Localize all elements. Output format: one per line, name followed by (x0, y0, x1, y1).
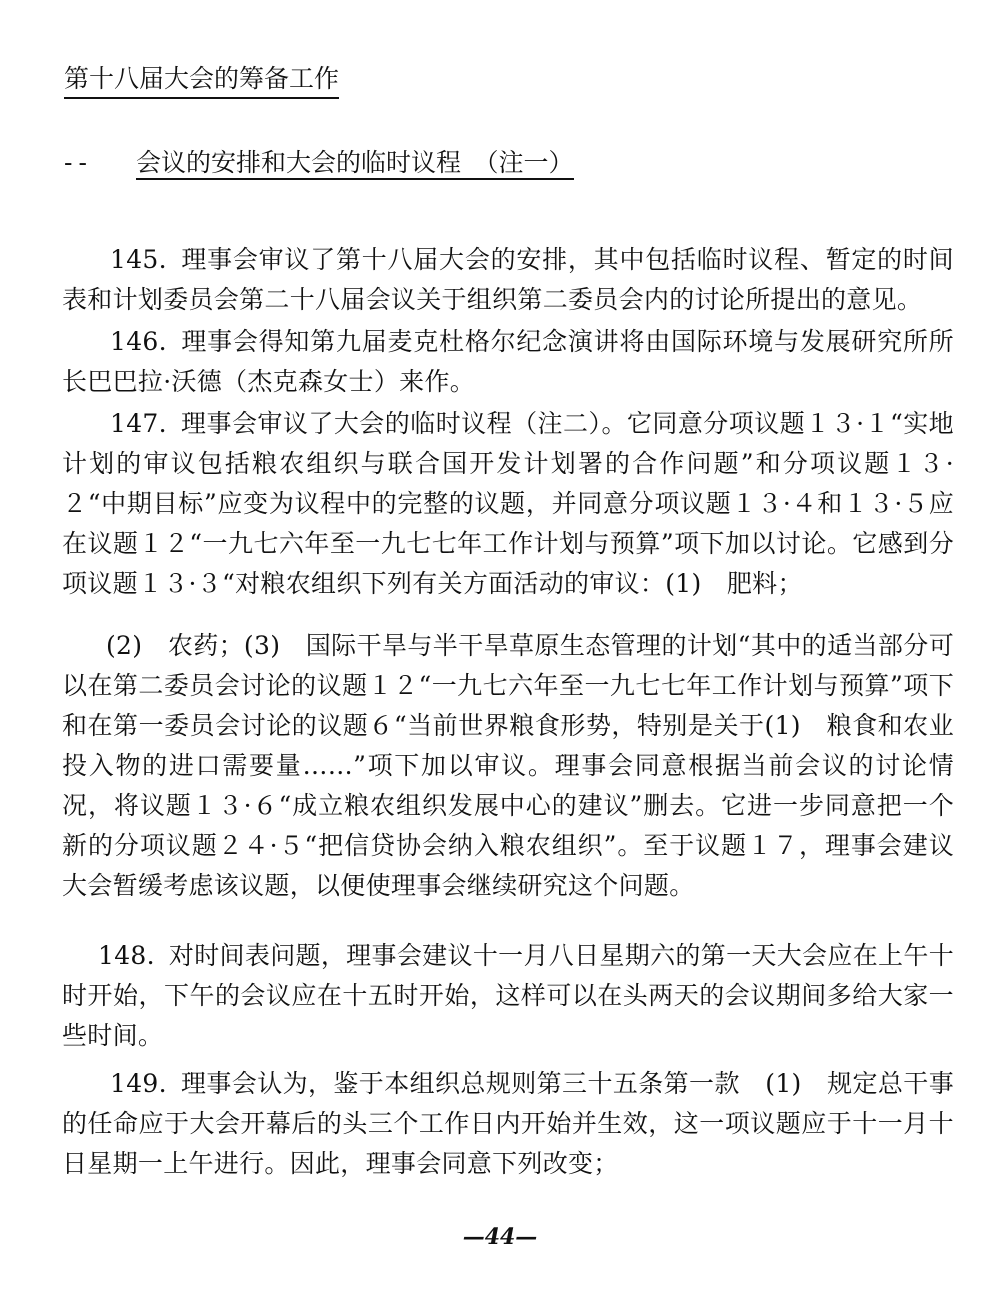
paragraph-text: 理事会审议了第十八届大会的安排，其中包括临时议程、暂定的时间表和计划委员会第二十八届会议关于组织第二委员会内的讨论所提出的意见。 (62, 245, 954, 314)
paragraph-147 (62, 404, 954, 604)
paragraph-number: 147. (110, 409, 167, 438)
paragraph-149 (62, 1064, 954, 1184)
paragraph-146 (62, 322, 954, 402)
paragraph-148 (62, 936, 954, 1056)
paragraph-number: 148. (98, 941, 155, 970)
paragraph-number: 146. (110, 327, 167, 356)
paragraph-145 (62, 240, 954, 320)
paragraph-number: 149. (110, 1069, 167, 1098)
section-title: 第十八届大会的筹备工作 (64, 62, 339, 99)
paragraph-text: 理事会认为，鉴于本组织总规则第三十五条第一款 (1) 规定总干事的任命应于大会开幕后的头三个工作日内开始并生效，这一项议题应于十一月十日星期一上午进行。因此，理事会同意下列改变； (62, 1069, 954, 1178)
paragraph-text: (2) 农药；(3) 国际干旱与半干旱草原生态管理的计划“其中的适当部分可以在第二委员会讨论的议题１２“一九七六年至一九七七年工作计划与预算”项下和在第一委员会讨论的议题６“当前世界粮食形势，特别是关于(1) 粮食和农业投入物的进口需要量……”项下加以审议。理事会同意根据当前会议的讨论情况，将议题１３·６“成立粮农组织发展中心的建议”删去。它进一步同意把一个新的分项议题２４·５“把信贷协会纳入粮农组织”。至于议题１７，理事会建议大会暂缓考虑该议题，以便使理事会继续研究这个问题。 (62, 631, 954, 900)
section-subtitle (64, 146, 574, 180)
paragraph-text: 理事会审议了大会的临时议程（注二）。它同意分项议题１３·１“实地计划的审议包括粮农组织与联合国开发计划署的合作问题”和分项议题１３·２“中期目标”应变为议程中的完整的议题，并同意分项议题１３·４和１３·５应在议题１２“一九七六年至一九七七年工作计划与预算”项下加以讨论。它感到分项议题１３·３“对粮农组织下列有关方面活动的审议：(1) 肥料； (62, 409, 954, 598)
page-number: —44— (462, 1224, 538, 1250)
paragraph-text: 理事会得知第九届麦克杜格尔纪念演讲将由国际环境与发展研究所所长巴巴拉·沃德（杰克森女士）来作。 (62, 327, 954, 396)
paragraph-number: 145. (110, 245, 167, 274)
subtitle-dash: -- (64, 148, 93, 177)
paragraph-147-continued (62, 626, 954, 906)
paragraph-text: 对时间表问题，理事会建议十一月八日星期六的第一天大会应在上午十时开始，下午的会议应在十五时开始，这样可以在头两天的会议期间多给大家一些时间。 (62, 941, 954, 1050)
subtitle-text: 会议的安排和大会的临时议程 （注一） (136, 148, 574, 180)
